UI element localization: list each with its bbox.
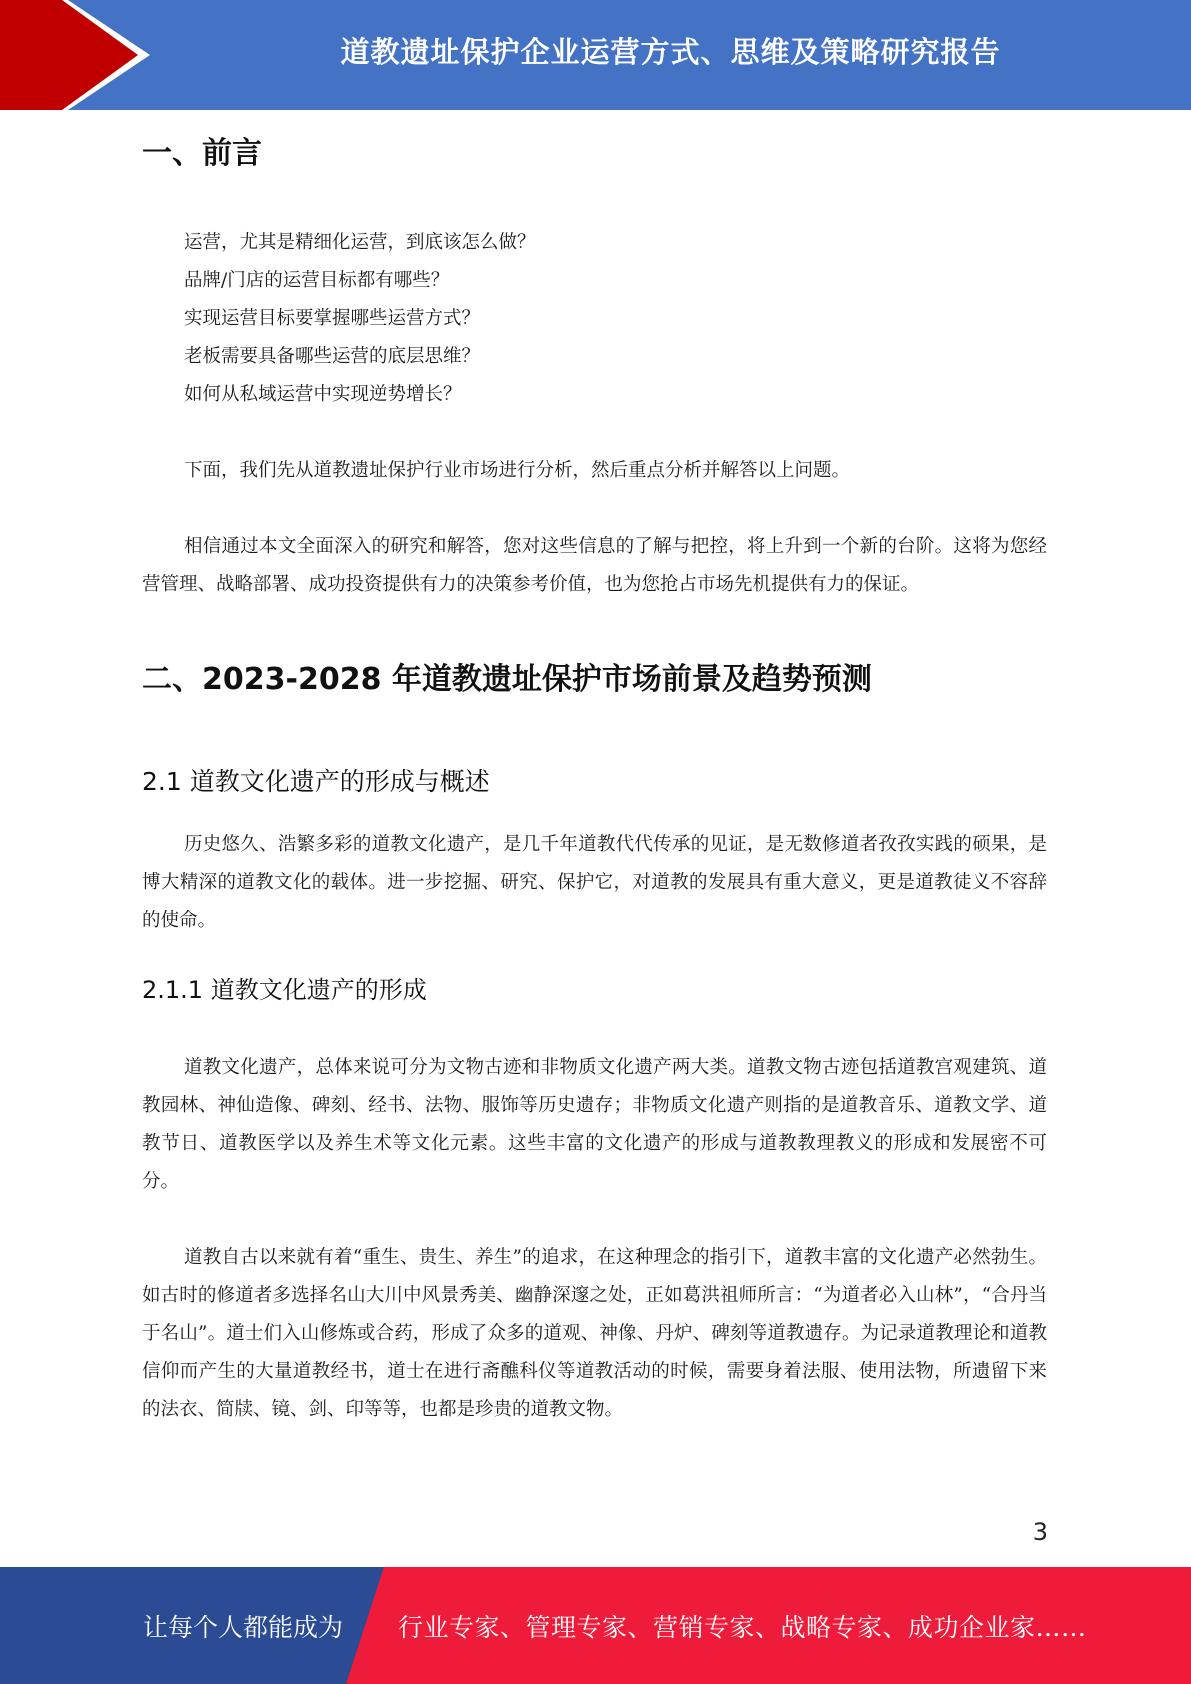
list-item: 如何从私域运营中实现逆势增长？ (184, 384, 462, 405)
footer-slogan-left: 让每个人都能成为 (143, 1612, 344, 1642)
list-item: 老板需要具备哪些运营的底层思维？ (184, 346, 481, 367)
body-paragraph: 历史悠久、浩繁多彩的道教文化遗产，是几千年道教代代传承的见证，是无数修道者孜孜实践的硕果，是博大精深的道教文化的载体。进一步挖掘、研究、保护它，对道教的发展具有重大意义，更是道教徒义不容辞的使命。 (142, 834, 1047, 931)
page-footer (0, 1567, 1191, 1684)
section-heading-forecast: 二、2023-2028 年道教遗址保护市场前景及趋势预测 (142, 662, 872, 697)
body-paragraph: 道教自古以来就有着“重生、贵生、养生”的追求，在这种理念的指引下，道教丰富的文化遗产必然勃生。如古时的修道者多选择名山大川中风景秀美、幽静深邃之处，正如葛洪祖师所言：“为道者必入山林”，“合丹当于名山”。道士们入山修炼或合药，形成了众多的道观、神像、丹炉、碑刻等道教遗存。为记录道教理论和道教信仰而产生的大量道教经书，道士在进行斋醮科仪等道教活动的时候，需要身着法服、使用法物，所遗留下来的法衣、简牍、镜、剑、印等等，也都是珍贵的道教文物。 (142, 1247, 1047, 1420)
page-header (0, 0, 1191, 110)
question-list (142, 224, 1047, 414)
body-paragraph: 相信通过本文全面深入的研究和解答，您对这些信息的了解与把控，将上升到一个新的台阶。这将为您经营管理、战略部署、成功投资提供有力的决策参考价值，也为您抢占市场先机提供有力的保证。 (142, 536, 1047, 595)
page-number: 3 (1032, 1518, 1048, 1546)
section-heading-preface: 一、前言 (142, 136, 262, 171)
footer-slogan-right: 行业专家、管理专家、营销专家、战略专家、成功企业家…… (398, 1612, 1087, 1642)
body-paragraph: 下面，我们先从道教遗址保护行业市场进行分析，然后重点分析并解答以上问题。 (184, 460, 851, 481)
report-title: 道教遗址保护企业运营方式、思维及策略研究报告 (340, 34, 1001, 69)
list-item: 品牌/门店的运营目标都有哪些？ (184, 270, 450, 291)
list-item: 实现运营目标要掌握哪些运营方式？ (184, 308, 481, 329)
list-item: 运营，尤其是精细化运营，到底该怎么做？ (184, 232, 536, 253)
subsection-heading: 2.1.1 道教文化遗产的形成 (142, 976, 427, 1004)
main-content (142, 128, 1047, 1429)
subsection-heading: 2.1 道教文化遗产的形成与概述 (142, 767, 490, 796)
header-chevron-icon (0, 0, 160, 110)
body-paragraph: 道教文化遗产，总体来说可分为文物古迹和非物质文化遗产两大类。道教文物古迹包括道教宫观建筑、道教园林、神仙造像、碑刻、经书、法物、服饰等历史遗存；非物质文化遗产则指的是道教音乐、道教文学、道教节日、道教医学以及养生术等文化元素。这些丰富的文化遗产的形成与道教教理教义的形成和发展密不可分。 (142, 1057, 1047, 1192)
